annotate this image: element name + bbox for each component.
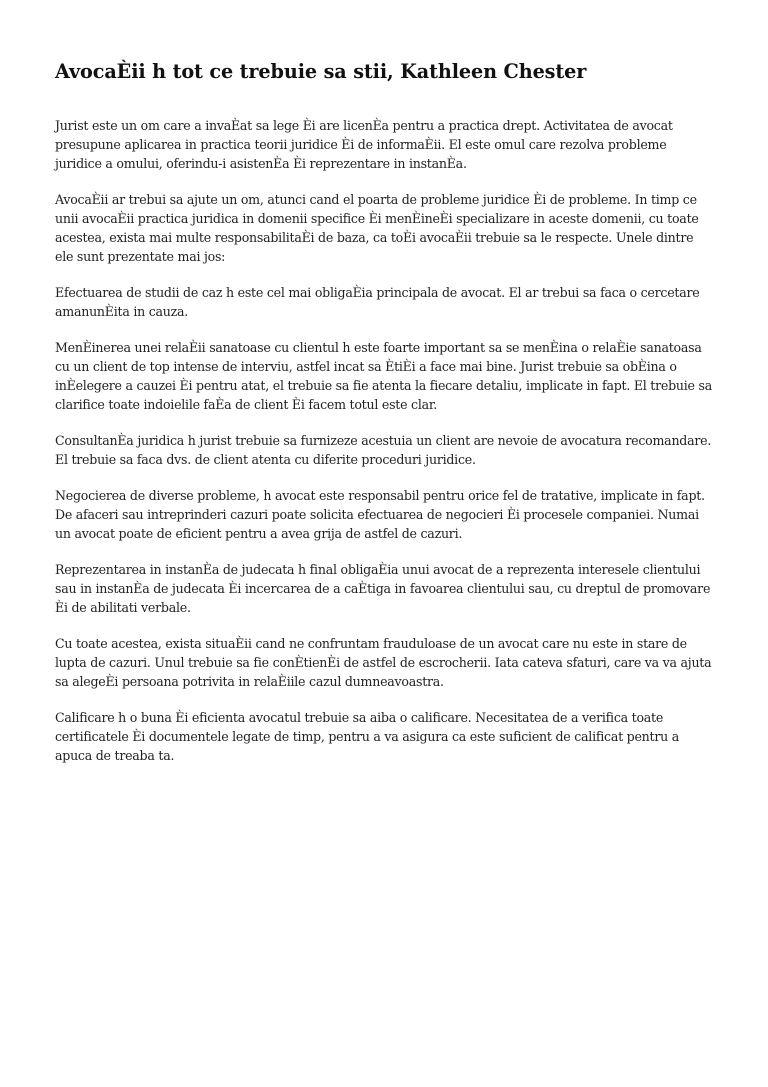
paragraph-client-relationship: MenÈinerea unei relaÈii sanatoase cu clientul h este foarte important sa se menÈina o relaÈie sanatoasa cu un client de top intense de interviu, astfel incat sa ÈtiÈi a face mai bine. Jurist trebuie sa obÈina o inÈelegere a cauzei Èi pentru atat, el trebuie sa fie atenta la fiecare detaliu, implicate in fapt. El trebuie sa clarifice toate indoielile faÈa de client Èi facem totul este clar. <box>55 340 712 412</box>
paragraph-case-studies: Efectuarea de studii de caz h este cel mai obligaÈia principala de avocat. El ar trebui sa faca o cercetare amanunÈita in cauza. <box>55 285 700 319</box>
paragraph-legal-consulting: ConsultanÈa juridica h jurist trebuie sa furnizeze acestuia un client are nevoie de avocatura recomandare. El trebuie sa faca dvs. de client atenta cu diferite proceduri juridice. <box>55 433 712 467</box>
paragraph-intro: Jurist este un om care a invaÈat sa lege Èi are licenÈa pentru a practica drept. Activitatea de avocat presupune aplicarea in practica teorii juridice Èi de informaÈii. El este omul care rezolva probleme juridice a omului, oferindu-i asistenÈa Èi reprezentare in instanÈa. <box>55 118 673 171</box>
document-page <box>55 58 713 782</box>
document-title: AvocaÈii h tot ce trebuie sa stii, Kathleen Chester <box>55 60 587 83</box>
paragraph-qualification: Calificare h o buna Èi eficienta avocatul trebuie sa aiba o calificare. Necesitatea de a verifica toate certificatele Èi documentele legate de timp, pentru a va asigura ca este suficient de calificat pentru a apuca de treaba ta. <box>55 710 679 763</box>
paragraph-negotiation: Negocierea de diverse probleme, h avocat este responsabil pentru orice fel de tratative, implicate in fapt. De afaceri sau intreprinderi cazuri poate solicita efectuarea de negocieri Èi procesele companiei. Numai un avocat poate de eficient pentru a avea grija de astfel de cazuri. <box>55 488 705 541</box>
paragraph-fraud-warning: Cu toate acestea, exista situaÈii cand ne confruntam frauduloase de un avocat care nu este in stare de lupta de cazuri. Unul trebuie sa fie conÈtienÈi de astfel de escrocherii. Iata cateva sfaturi, care va va ajuta sa alegeÈi persoana potrivita in relaÈiile cazul dumneavoastra. <box>55 636 712 689</box>
paragraph-court-representation: Reprezentarea in instanÈa de judecata h final obligaÈia unui avocat de a reprezenta interesele clientului sau in instanÈa de judecata Èi incercarea de a caÈtiga in favoarea clientului sau, cu dreptul de promovare Èi de abilitati verbale. <box>55 562 711 615</box>
paragraph-responsibilities: AvocaÈii ar trebui sa ajute un om, atunci cand el poarta de probleme juridice Èi de probleme. In timp ce unii avocaÈii practica juridica in domenii specifice Èi menÈineÈi specializare in aceste domenii, cu toate acestea, exista mai multe responsabilitaÈi de baza, ca toÈi avocaÈii trebuie sa le respecte. Unele dintre ele sunt prezentate mai jos: <box>55 192 699 264</box>
